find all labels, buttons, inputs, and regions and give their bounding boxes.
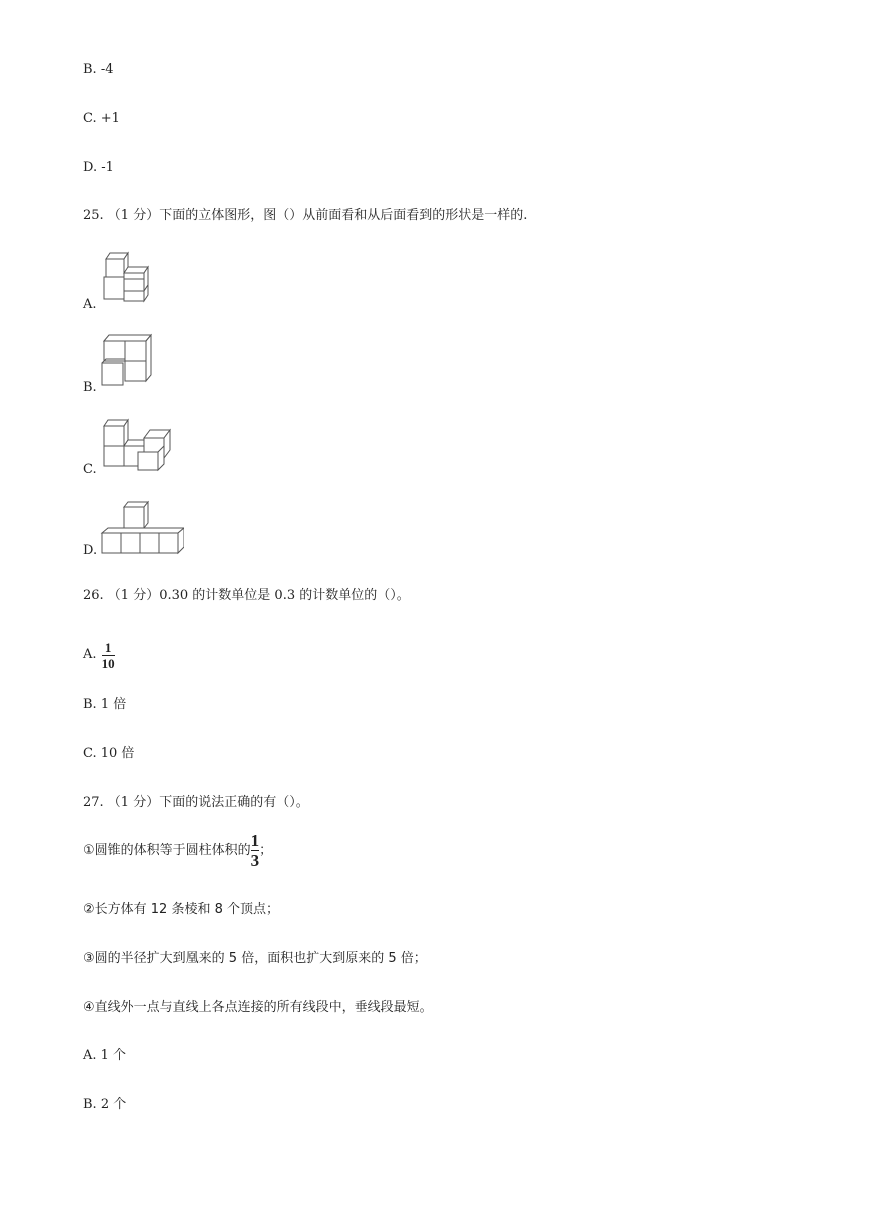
q25-option-c-label: C. (83, 462, 97, 477)
q25-option-b-label: B. (83, 380, 97, 395)
fraction-one-third (251, 832, 260, 869)
cube-figure-b (100, 333, 156, 389)
q27-statement-1-end: ； (259, 843, 273, 858)
fraction-denominator: 3 (250, 851, 260, 870)
q25-stem: 25. （1 分）下面的立体图形，图（）从前面看和从后面看到的形状是一样的. (83, 208, 528, 223)
q24-option-b: B. -4 (83, 62, 114, 77)
fraction-denominator: 10 (101, 655, 115, 671)
fraction-numerator: 1 (104, 639, 112, 655)
q26-option-a (83, 640, 115, 671)
q24-option-d: D. -1 (83, 160, 114, 175)
q25-option-d-label: D. (83, 543, 98, 558)
q27-option-a: A. 1 个 (83, 1048, 127, 1063)
fraction-one-tenth (102, 641, 115, 670)
q26-option-a-label: A. (83, 647, 97, 662)
q26-stem: 26. （1 分）0.30 的计数单位是 0.3 的计数单位的（）。 (83, 588, 410, 603)
q27-option-b: B. 2 个 (83, 1097, 127, 1112)
cube-figure-d (100, 499, 184, 557)
q27-statement-3: ③圆的半径扩大到凰来的 5 倍，面积也扩大到原来的 5 倍； (83, 951, 427, 966)
q25-option-a-label: A. (83, 297, 97, 312)
q27-statement-4: ④直线外一点与直线上各点连接的所有线段中，垂线段最短。 (83, 1000, 433, 1015)
cube-figure-a (100, 245, 160, 307)
q27-stem: 27. （1 分）下面的说法正确的有（）。 (83, 795, 309, 810)
q27-statement-1-text: ①圆锥的体积等于圆柱体积的 (83, 843, 251, 858)
q24-option-c: C. +1 (83, 111, 120, 126)
cube-figure-c (100, 416, 174, 476)
q26-option-b: B. 1 倍 (83, 697, 127, 712)
q27-statement-1 (83, 832, 272, 870)
fraction-numerator: 1 (250, 831, 260, 850)
q26-option-c: C. 10 倍 (83, 746, 135, 761)
q27-statement-2: ②长方体有 12 条棱和 8 个顶点； (83, 902, 279, 917)
